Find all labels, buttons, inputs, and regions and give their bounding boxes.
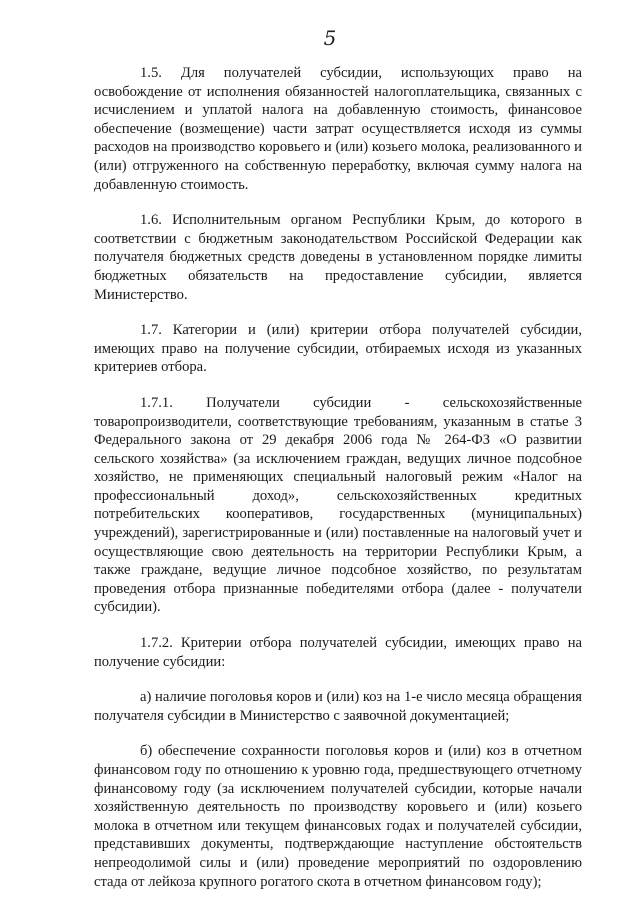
paragraph-item-a: а) наличие поголовья коров и (или) коз на 1-е число месяца обращения получателя субсидии в Министерство с заявочной документацией; bbox=[94, 689, 582, 724]
paragraph-1-7-1: 1.7.1. Получатели субсидии - сельскохозяйственные товаропроизводители, соответствующие требованиям, указанным в статье 3 Федерального закона от 29 декабря 2006 года № 264-ФЗ «О развитии сельского хозяйства» (за исключением граждан, ведущих личное подсобное хозяйство, не применяющих специальный налоговый режим «Налог на профессиональный доход», сельскохозяйственных кредитных потребительских кооперативов, государственных (муниципальных) учреждений), зарегистрированные и (или) поставленные на налоговый учет и осуществляющие свою деятельность на территории Республики Крым, а также граждане, ведущие личное подсобное хозяйство, по результатам проведения отбора признанные победителями отбора (далее - получатели субсидии). bbox=[94, 394, 582, 616]
paragraph-1-6: 1.6. Исполнительным органом Республики Крым, до которого в соответствии с бюджетным законодательством Российской Федерации как получателя бюджетных средств доведены в установленном порядке лимиты бюджетных обязательств на предоставление субсидии, является Министерство. bbox=[94, 212, 582, 303]
paragraph-1-7: 1.7. Категории и (или) критерии отбора получателей субсидии, имеющих право на получение субсидии, отбираемых исходя из указанных критериев отбора. bbox=[94, 322, 582, 376]
paragraph-1-5: 1.5. Для получателей субсидии, использующих право на освобождение от исполнения обязанностей налогоплательщика, связанных с исчислением и уплатой налога на добавленную стоимость, финансовое обеспечение (возмещение) части затрат осуществляется исходя из суммы расходов на производство коровьего и (или) козьего молока, реализованного и (или) отгруженного на собственную переработку, включая сумму налога на добавленную стоимость. bbox=[94, 65, 582, 193]
paragraph-1-7-2: 1.7.2. Критерии отбора получателей субсидии, имеющих право на получение субсидии: bbox=[94, 635, 582, 670]
page-number: 5 bbox=[323, 26, 337, 50]
paragraph-item-b: б) обеспечение сохранности поголовья коров и (или) коз в отчетном финансовом году по отношению к уровню года, предшествующего отчетному финансовому году (за исключением получателей субсидии, которые начали хозяйственную деятельность по производству коровьего и (или) козьего молока в отчетном или текущем финансовых годах и получателей субсидии, представивших документы, подтверждающие наступление обстоятельств непреодолимой силы и (или) проведение мероприятий по оздоровлению стада от лейкоза крупного рогатого скота в отчетном финансовом году); bbox=[94, 743, 582, 890]
document-body bbox=[94, 64, 582, 908]
